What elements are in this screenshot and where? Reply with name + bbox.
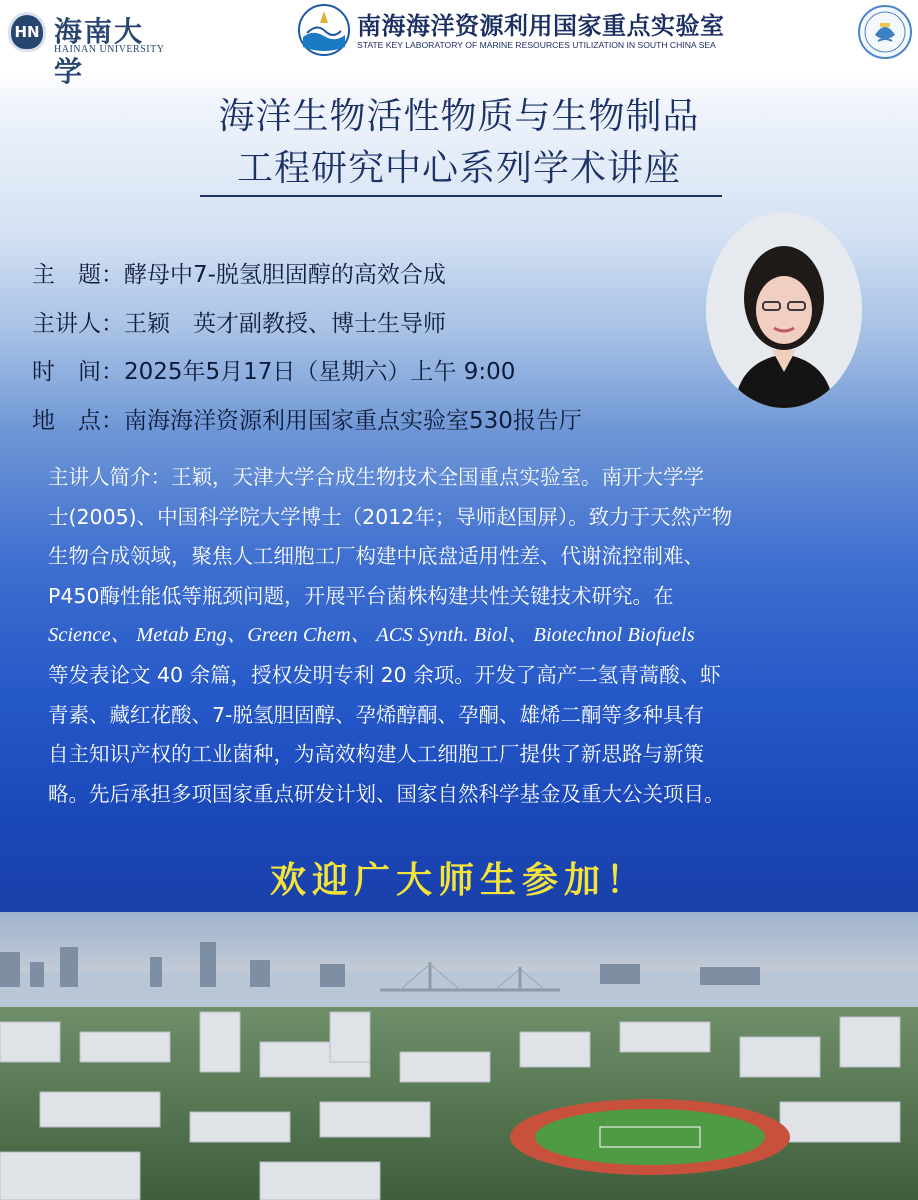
campus-photo-icon [0, 912, 918, 1200]
hn-badge-icon: HN [8, 12, 46, 52]
university-name-en: HAINAN UNIVERSITY [54, 44, 165, 55]
welcome-message: 欢迎广大师生参加！ [269, 859, 648, 901]
speaker-row [32, 305, 446, 338]
speaker-label: 主讲人： [32, 311, 124, 337]
research-center-emblem-icon [860, 7, 910, 57]
place-row [32, 402, 582, 435]
place-label: 地 点： [32, 408, 124, 434]
bio-line: 青素、藏红花酸、7-脱氢胆固醇、孕烯醇酮、孕酮、雄烯二酮等多种具有 [48, 702, 704, 727]
bio-line: 主讲人简介：王颖，天津大学合成生物技术全国重点实验室。南开大学学 [48, 465, 704, 489]
university-name-cn: 海南大学 [54, 15, 145, 88]
title-line-1: 海洋生物活性物质与生物制品 [218, 96, 700, 137]
lab-name-en: STATE KEY LABORATORY OF MARINE RESOURCES UTILIZATION IN SOUTH CHINA SEA [357, 40, 716, 50]
topic-value: 酵母中7-脱氢胆固醇的高效合成 [124, 262, 446, 288]
title-line-2: 工程研究中心系列学术讲座 [236, 148, 681, 189]
bio-line: 略。先后承担多项国家重点研发计划、国家自然科学基金及重大公关项目。 [48, 781, 725, 806]
bio-line: P450酶性能低等瓶颈问题，开展平台菌株构建共性关键技术研究。在 [48, 583, 674, 608]
hainan-university-logo [8, 8, 173, 88]
bio-journals-line: Science、 Metab Eng、Green Chem、 ACS Synth. Biol、 Biotechnol Biofuels [48, 624, 695, 647]
time-value: 2025年5月17日（星期六）上午 9:00 [124, 359, 516, 385]
bio-line: 士(2005)、中国科学院大学博士（2012年；导师赵国屏）。致力于天然产物 [48, 504, 733, 529]
lab-name-cn: 南海海洋资源利用国家重点实验室 [357, 12, 725, 40]
research-center-logo [858, 5, 912, 59]
bio-line: 自主知识产权的工业菌种，为高效构建人工细胞工厂提供了新思路与新策 [48, 742, 704, 767]
time-row [32, 353, 515, 386]
bio-line: 生物合成领域，聚焦人工细胞工厂构建中底盘适用性差、代谢流控制难、 [48, 544, 704, 569]
speaker-bio [48, 458, 838, 814]
place-value: 南海海洋资源利用国家重点实验室530报告厅 [124, 408, 582, 434]
topic-label: 主 题： [32, 262, 124, 288]
title-divider [200, 195, 722, 197]
speaker-photo-icon [706, 212, 862, 408]
time-label: 时 间： [32, 359, 124, 385]
speaker-portrait [706, 212, 862, 408]
bio-line: 等发表论文 40 余篇，授权发明专利 20 余项。开发了高产二氢青蒿酸、虾 [48, 662, 721, 687]
lab-logo [295, 3, 735, 57]
campus-aerial-photo [0, 912, 918, 1200]
speaker-value: 王颖 英才副教授、博士生导师 [124, 311, 446, 337]
topic-row [32, 256, 446, 289]
lab-emblem-icon [295, 3, 353, 57]
